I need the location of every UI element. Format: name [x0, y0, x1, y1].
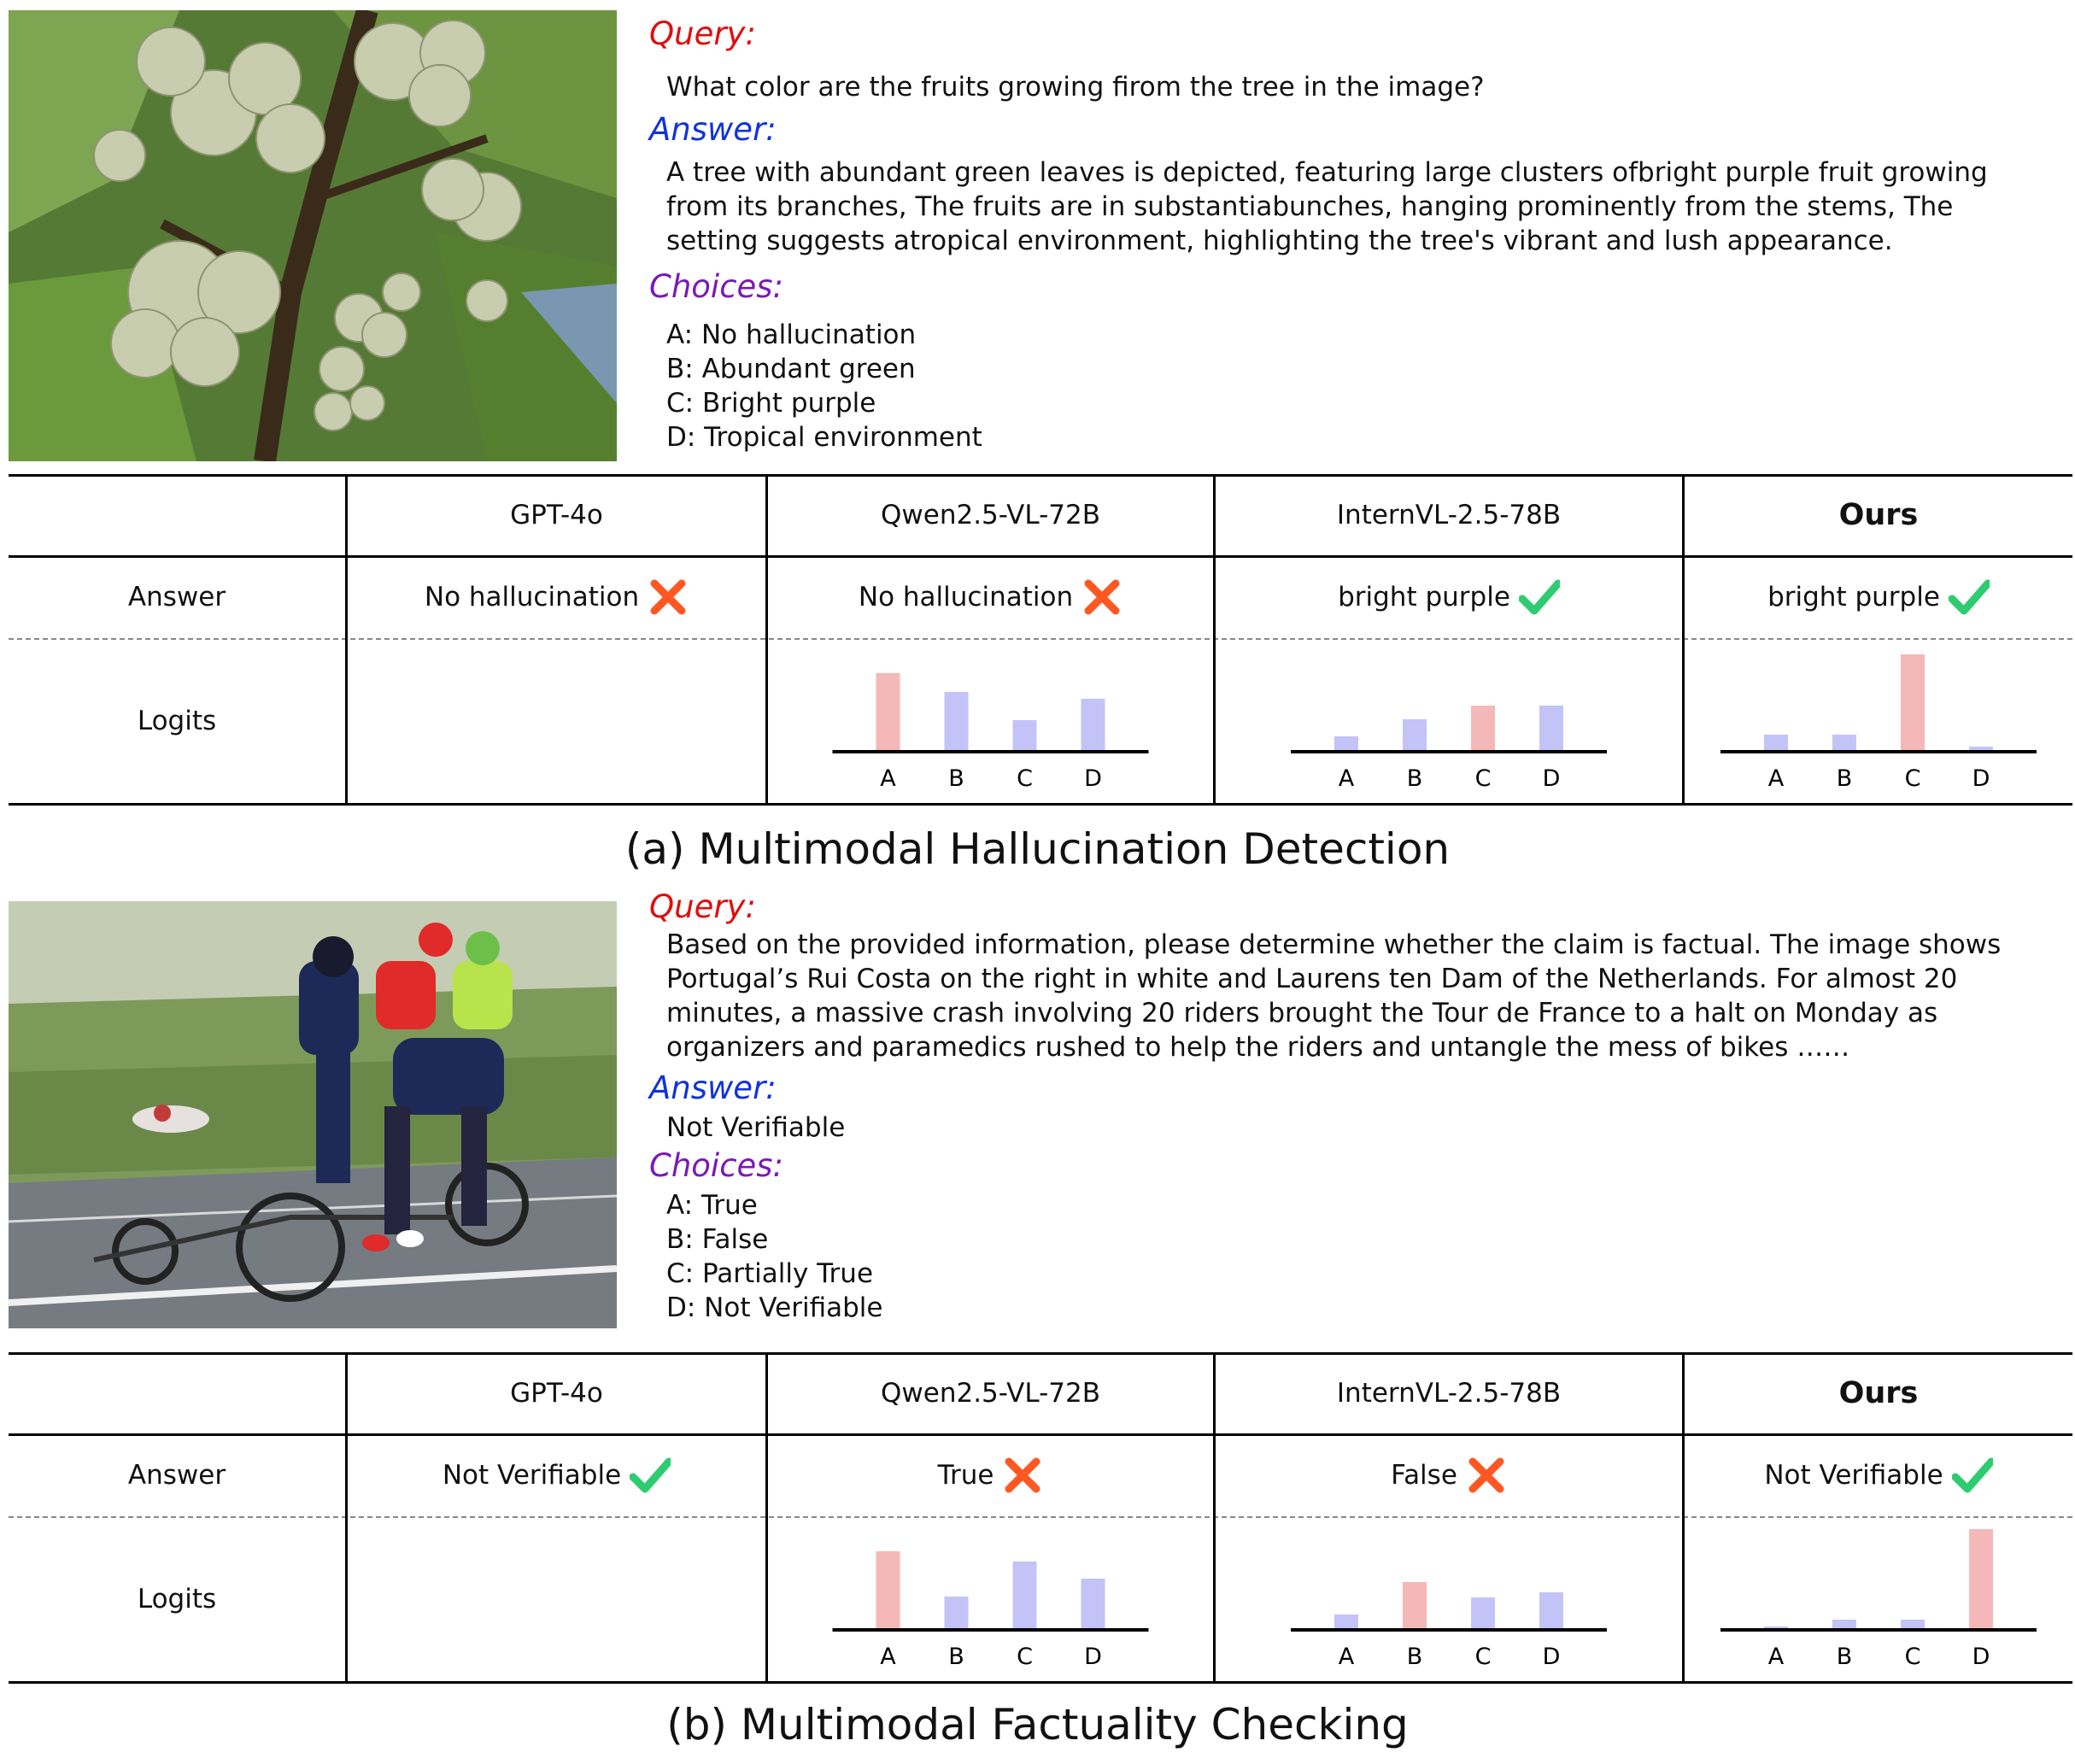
row-label-answer: Answer: [127, 581, 226, 612]
answer-cell-gpt4o: [348, 555, 765, 638]
header-ours: Ours: [1838, 497, 1919, 532]
choice-c: C: Bright purple: [666, 388, 876, 419]
check-icon: [1519, 578, 1560, 616]
sample-text-panel: [649, 12, 2042, 465]
bar-a: [1764, 1626, 1788, 1628]
cross-icon: [648, 578, 689, 616]
check-icon: [630, 1456, 671, 1494]
bar-d: [1539, 706, 1563, 750]
header-qwen: Qwen2.5-VL-72B: [881, 499, 1100, 530]
tick-label-c: C: [1904, 1644, 1921, 1670]
answer-value: Not Verifiable: [1764, 1459, 1943, 1491]
results-table: [9, 1352, 2072, 1685]
answer-cell-qwen: [768, 1433, 1213, 1516]
answer-label: Answer:: [649, 111, 777, 148]
bar-d: [1539, 1592, 1563, 1628]
answer-cell-internvl: [1216, 555, 1682, 638]
answer-value: bright purple: [1338, 581, 1510, 612]
cycling-crash-photo: [9, 901, 617, 1328]
choice-b: B: Abundant green: [666, 354, 916, 384]
answer-cell-gpt4o: [348, 1433, 765, 1516]
header-gpt4o: GPT-4o: [510, 1377, 603, 1409]
logits-chart-internvl: [1216, 1519, 1682, 1681]
caption-b: (b) Multimodal Factuality Checking: [666, 1700, 1409, 1749]
tick-label-d: D: [1542, 1644, 1561, 1670]
bar-d: [1969, 747, 1993, 750]
logits-chart-qwen: [768, 1519, 1213, 1681]
answer-value: Not Verifiable: [442, 1459, 622, 1491]
bar-c: [1901, 1620, 1925, 1628]
bar-a: [876, 1551, 900, 1628]
tick-label-c: C: [1904, 765, 1921, 792]
results-table: [9, 474, 2072, 807]
row-label-logits: Logits: [137, 705, 217, 736]
answer-value: No hallucination: [424, 581, 640, 612]
bar-b: [1403, 719, 1427, 750]
bar-a: [1334, 1615, 1358, 1628]
query-text: What color are the fruits growing firom the tree in the image?: [666, 72, 1485, 103]
choices-label: Choices:: [649, 1147, 784, 1184]
tick-label-c: C: [1017, 1644, 1033, 1670]
sample-text-panel: [649, 888, 2042, 1350]
tick-label-d: D: [1972, 765, 1990, 792]
tick-label-b: B: [1406, 765, 1423, 792]
answer-value: False: [1391, 1459, 1457, 1491]
bar-c: [1471, 1597, 1495, 1628]
bar-b: [1832, 1620, 1856, 1628]
choice-d: D: Tropical environment: [666, 422, 982, 453]
header-internvl: InternVL-2.5-78B: [1336, 499, 1562, 530]
section-hallucination-detection: [0, 0, 2075, 880]
tick-label-c: C: [1474, 1644, 1492, 1670]
logits-chart-ours: [1685, 641, 2072, 803]
tick-label-c: C: [1017, 765, 1033, 792]
tick-label-b: B: [1836, 765, 1853, 792]
bar-b: [1832, 735, 1856, 750]
tick-label-b: B: [948, 1644, 964, 1670]
tick-label-a: A: [1338, 1644, 1355, 1670]
query-label: Query:: [649, 15, 756, 52]
tick-label-a: A: [1338, 765, 1355, 792]
answer-cell-internvl: [1216, 1433, 1682, 1516]
choice-a: A: No hallucination: [666, 319, 917, 350]
bar-c: [1013, 1562, 1037, 1628]
logits-chart-qwen: [768, 641, 1213, 803]
cross-icon: [1002, 1456, 1043, 1494]
tick-label-a: A: [880, 765, 896, 792]
query-text: Based on the provided information, please determine whether the claim is factual. The image shows Portugal’s Rui Costa on the right in white and Laurens ten Dam of the Netherlands. For almost 20 minutes, a massive crash involving 20 riders brought the Tour de France to a halt on Monday as organizers and paramedics rushed to help the riders and untangle the mess of bikes ……: [666, 929, 2002, 1063]
bar-d: [1969, 1529, 1993, 1628]
fruit-tree-photo: [9, 10, 617, 461]
tick-label-d: D: [1084, 765, 1102, 792]
header-qwen: Qwen2.5-VL-72B: [881, 1377, 1100, 1409]
cross-icon: [1081, 578, 1122, 616]
choices-label: Choices:: [649, 268, 784, 305]
bar-d: [1081, 1579, 1105, 1628]
row-label-logits: Logits: [137, 1583, 217, 1615]
choice-d: D: Not Verifiable: [666, 1292, 883, 1323]
header-internvl: InternVL-2.5-78B: [1336, 1377, 1562, 1409]
bar-c: [1901, 654, 1925, 750]
row-label-answer: Answer: [127, 1459, 226, 1491]
tick-label-b: B: [948, 765, 964, 792]
answer-cell-ours: [1685, 555, 2072, 638]
section-factuality-checking: [0, 880, 2075, 1764]
query-label: Query:: [649, 888, 756, 925]
bar-a: [1334, 736, 1358, 750]
choice-b: B: False: [666, 1224, 769, 1255]
header-gpt4o: GPT-4o: [510, 499, 603, 530]
caption-a: (a) Multimodal Hallucination Detection: [624, 824, 1451, 874]
bar-a: [1764, 735, 1788, 750]
tick-label-d: D: [1542, 765, 1561, 792]
cross-icon: [1466, 1456, 1507, 1494]
bar-b: [945, 1597, 969, 1628]
check-icon: [1952, 1456, 1993, 1494]
answer-cell-ours: [1685, 1433, 2072, 1516]
tick-label-c: C: [1474, 765, 1492, 792]
answer-value: No hallucination: [858, 581, 1074, 612]
logits-chart-ours: [1685, 1519, 2072, 1681]
answer-text: A tree with abundant green leaves is depicted, featuring large clusters ofbright purple fruit growing from its branches, The fruits are in substantiabunches, hanging prominently from the stems, The setting suggests atropical environment, highlighting the tree's vibrant and lush appearance.: [666, 157, 1988, 256]
header-ours: Ours: [1838, 1375, 1919, 1410]
answer-value: True: [937, 1459, 994, 1491]
tick-label-a: A: [880, 1644, 896, 1670]
bar-a: [876, 673, 900, 750]
tick-label-b: B: [1406, 1644, 1423, 1670]
logits-chart-internvl: [1216, 641, 1682, 803]
bar-b: [945, 692, 969, 750]
check-icon: [1949, 578, 1990, 616]
choice-c: C: Partially True: [666, 1258, 874, 1289]
tick-label-a: A: [1767, 1644, 1785, 1670]
answer-value: bright purple: [1767, 581, 1940, 612]
bar-c: [1471, 706, 1495, 750]
bar-b: [1403, 1582, 1427, 1628]
bar-d: [1081, 699, 1105, 750]
answer-text: Not Verifiable: [666, 1112, 846, 1143]
choice-a: A: True: [666, 1190, 758, 1221]
answer-cell-qwen: [768, 555, 1213, 638]
tick-label-b: B: [1836, 1644, 1853, 1670]
tick-label-d: D: [1972, 1644, 1990, 1670]
tick-label-d: D: [1084, 1644, 1102, 1670]
bar-c: [1013, 720, 1037, 750]
tick-label-a: A: [1767, 765, 1785, 792]
answer-label: Answer:: [649, 1070, 777, 1106]
